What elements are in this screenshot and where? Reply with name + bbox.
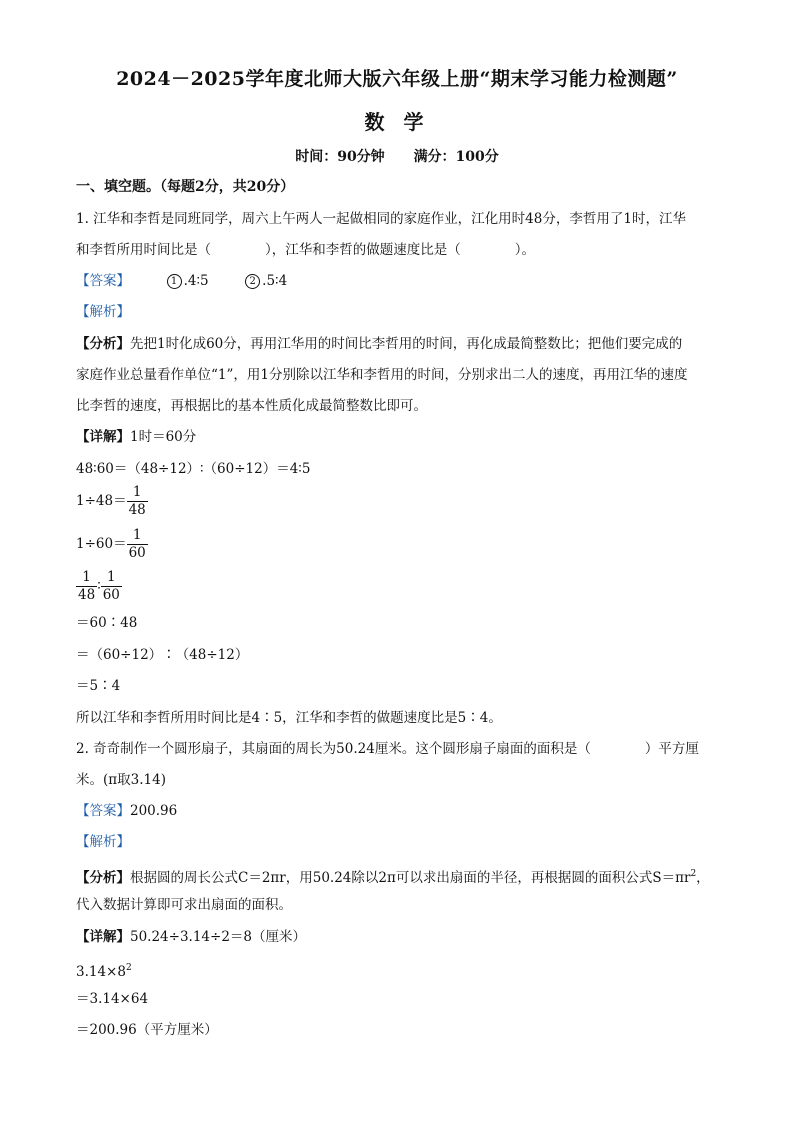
exam-title: 2024－2025学年度北师大版六年级上册“期末学习能力检测题” [116,68,678,90]
q1-step-5: ＝60∶48 [76,615,138,631]
q1-analysis-line-2: 家庭作业总量看作单位“1”，用1分别除以江华和李哲用的时间，分别求出二人的速度，再用江华的速度 [76,367,688,383]
subject-heading: 数 学 [364,110,430,134]
answer-1-marker: 1 [167,274,182,289]
q1-conclusion: 所以江华和李哲所用时间比是4∶5，江华和李哲的做题速度比是5∶4。 [76,710,502,726]
q2-answer [76,802,177,820]
q1-answer [76,272,287,290]
section-heading: 一、填空题。（每题2分，共20分） [76,179,295,195]
q2-detail: 【详解】50.24÷3.14÷2＝8（厘米） [76,929,307,945]
answer-1: .4∶5 [183,273,209,289]
q2-analysis-line-2: 代入数据计算即可求出扇面的面积。 [76,897,292,913]
exam-meta [0,146,794,166]
answer-tag: 【答案】 [76,273,130,289]
q2-text-line-2: 米。(π取3.14) [76,772,166,788]
q1-jiexi-tag: 【解析】 [76,304,130,320]
q2-step-3: ＝200.96（平方厘米） [76,1022,218,1038]
q1-analysis-line-1: 【分析】先把1时化成60分，再用江华用的时间比李哲用的时间，再化成最简整数比；把他们要完成的 [76,336,683,352]
exam-score: 满分：100分 [413,149,499,165]
q2-analysis-line-1: 【分析】根据圆的周长公式C＝2πr，用50.24除以2π可以求出扇面的半径，再根据圆的面积公式$S=\pi r^2$， [76,869,710,886]
q1-step-2: 1÷48＝ $\frac{1}{48}$ [76,484,146,518]
q1-detail: 【详解】1时＝60分 [76,429,197,445]
detail-tag: 【详解】 [76,929,130,945]
q2-step-2: ＝3.14×64 [76,991,149,1007]
q1-step-6: ＝（60÷12）∶（48÷12） [76,647,249,663]
q1-step-4: $\frac{1}{48}$ ∶ $\frac{1}{60}$ [78,569,120,603]
detail-tag: 【详解】 [76,429,130,445]
answer-2-marker: 2 [245,274,260,289]
fraction: $\frac{1}{48}$ [78,569,96,603]
q2-jiexi-tag: 【解析】 [76,834,130,850]
q1-step-3: 1÷60＝ $\frac{1}{60}$ [76,527,146,561]
analysis-tag: 【分析】 [76,870,130,886]
answer-tag: 【答案】 [76,803,130,819]
analysis-tag: 【分析】 [76,336,130,352]
q1-step-7: ＝5∶4 [76,678,121,694]
q1-text-line-1: 1. 江华和李哲是同班同学，周六上午两人一起做相同的家庭作业，江化用时48分，李哲用了1时，江华 [76,211,686,227]
fraction: $\frac{1}{48}$ [128,484,146,518]
q1-step-1: 48∶60＝（48÷12）∶（60÷12）＝4∶5 [76,461,311,477]
answer-2: .5∶4 [262,273,288,289]
exam-time: 时间：90分钟 [295,149,385,165]
q2-step-1: $3.14\times 8^2$ [76,963,132,980]
q1-text-line-2: 和李哲所用时间比是（ ），江华和李哲的做题速度比是（ ）。 [76,242,535,258]
q2-text-line-1: 2. 奇奇制作一个圆形扇子，其扇面的周长为50.24厘米。这个圆形扇子扇面的面积是（ ）平方厘 [76,741,699,757]
fraction: $\frac{1}{60}$ [128,527,146,561]
fraction: $\frac{1}{60}$ [102,569,120,603]
q1-analysis-line-3: 比李哲的速度，再根据比的基本性质化成最简整数比即可。 [76,398,427,414]
answer-value: 200.96 [130,803,178,819]
